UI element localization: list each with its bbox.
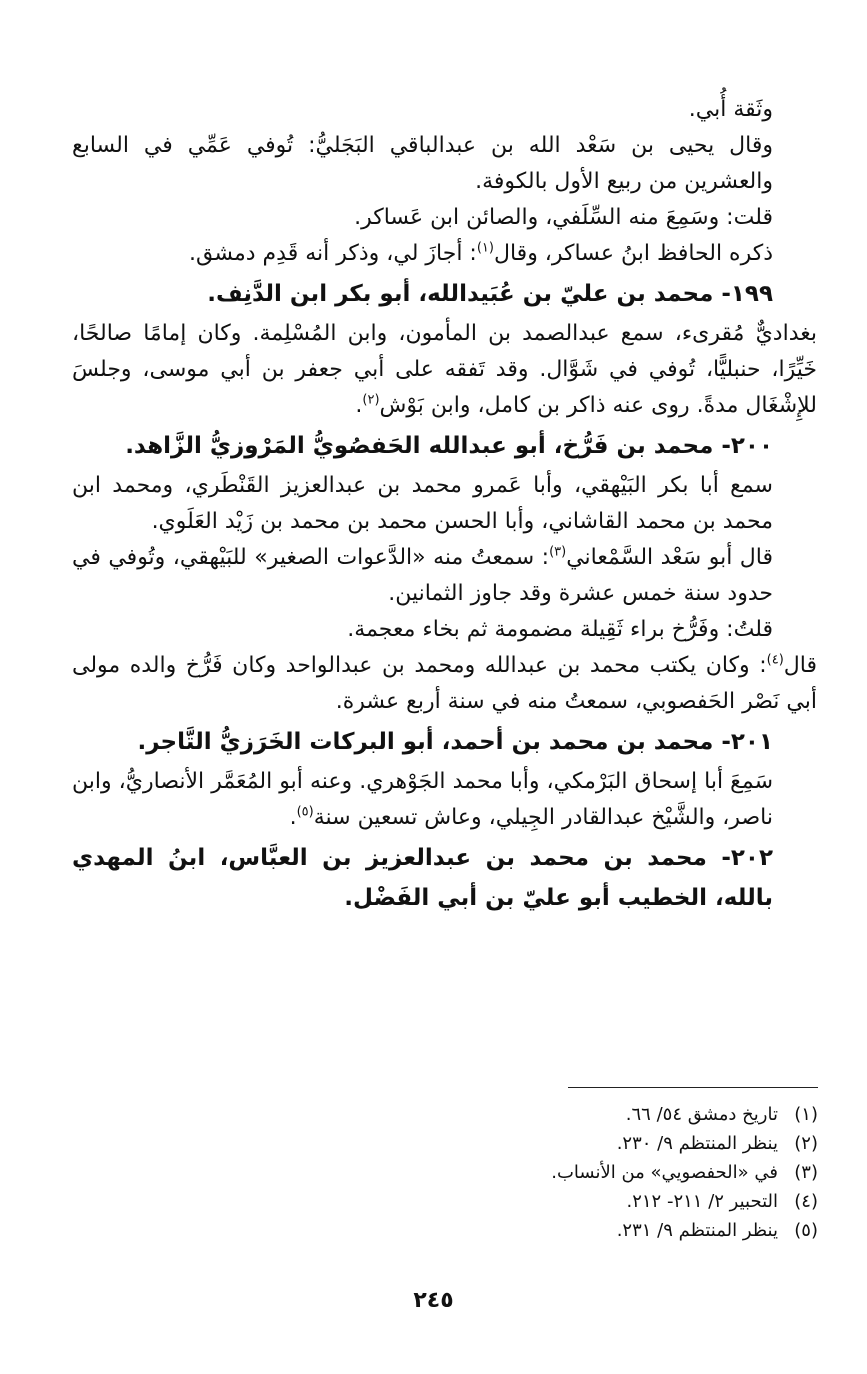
paragraph-text: . <box>289 805 297 830</box>
paragraph: وثَقة أُبي. <box>688 97 773 122</box>
footnote-text: ينظر المنتظم ٩/ ٢٣١. <box>616 1220 778 1241</box>
footnote-text: التحبير ٢/ ٢١١- ٢١٢. <box>626 1191 778 1212</box>
paragraph-text: . <box>355 393 363 418</box>
footnote-text: ينظر المنتظم ٩/ ٢٣٠. <box>616 1133 778 1154</box>
paragraph <box>72 540 817 612</box>
page-body <box>72 92 817 920</box>
footnote-item <box>300 1100 818 1129</box>
footnote-divider <box>568 1087 818 1088</box>
footnote-text: تاريخ دمشق ٥٤/ ٦٦. <box>625 1104 778 1125</box>
paragraph <box>72 236 817 272</box>
paragraph-text: : سمعتُ منه «الدَّعوات الصغير» للبَيْهقي، وتُوفي في حدود سنة خمس عشرة وقد جاوز الثمانين. <box>72 545 773 606</box>
entry-heading-202: ٢٠٢- محمد بن محمد بن عبدالعزيز بن العبَّاس، ابنُ المهدي بالله، الخطيب أبو عليّ بن أبي الفَضْل. <box>72 845 773 911</box>
footnote-ref: (١) <box>476 240 494 256</box>
footnote-item <box>300 1187 818 1216</box>
entry-heading-199: ١٩٩- محمد بن عليّ بن عُبَيدالله، أبو بكر ابن الدَّنِف. <box>207 281 773 307</box>
paragraph: سمع أبا بكر البَيْهقي، وأبا عَمرو محمد بن عبدالعزيز القَنْطَري، ومحمد ابن محمد بن محمد القاشاني، وأبا الحسن محمد بن محمد بن زَيْد العَلَوي. <box>72 473 773 534</box>
paragraph: وقال يحيى بن سَعْد الله بن عبدالباقي البَجَليُّ: تُوفي عَمِّي في السابع والعشرين من ربيع الأول بالكوفة. <box>72 133 773 194</box>
footnote-number: (٤) <box>794 1191 818 1212</box>
paragraph: قلت: وسَمِعَ منه السِّلَفي، والصائن ابن عَساكر. <box>354 205 773 230</box>
footnote-item <box>300 1158 818 1187</box>
footnote-number: (١) <box>794 1104 818 1125</box>
paragraph <box>72 648 817 720</box>
footnotes <box>300 1100 818 1245</box>
entry-heading-201: ٢٠١- محمد بن محمد بن أحمد، أبو البركات الخَرَزيُّ التَّاجر. <box>137 729 773 755</box>
footnote-ref: (٤) <box>766 652 784 668</box>
paragraph: قلتُ: وفَرُّخ براء ثَقِيلة مضمومة ثم بخاء معجمة. <box>347 617 773 642</box>
paragraph-text: : وكان يكتب محمد بن عبدالله ومحمد بن عبدالواحد وكان فَرُّخ والده مولى أبي نَصْر الحَفصوبي، سمعتُ منه في سنة أربع عشرة. <box>72 653 817 714</box>
footnote-number: (٥) <box>794 1220 818 1241</box>
footnote-number: (٢) <box>794 1133 818 1154</box>
footnote-number: (٣) <box>794 1162 818 1183</box>
paragraph-text: بغداديٌّ مُقرىء، سمع عبدالصمد بن المأمون، وابن المُسْلِمة. وكان إمامًا صالحًا، خَيِّرًا، حنبليًّا، تُوفي في شَوَّال. وقد تَفقه على أبي جعفر بن أبي موسى، وجلسَ للإِشْغَال مدةً. روى عنه ذاكر بن كامل، وابن بَوْش <box>72 321 817 418</box>
paragraph-text: ذكره الحافظ ابنُ عساكر، وقال <box>493 241 773 266</box>
paragraph <box>72 764 817 836</box>
paragraph-text: سَمِعَ أبا إسحاق البَرْمكي، وأبا محمد الجَوْهري. وعنه أبو المُعَمَّر الأنصاريُّ، وابن ناصر، والشَّيْخ عبدالقادر الجِيلي، وعاش تسعين سنة <box>72 769 773 830</box>
page-number: ٢٤٥ <box>413 1288 454 1313</box>
paragraph-text: قال أبو سَعْد السَّمْعاني <box>566 545 773 570</box>
paragraph <box>72 316 817 424</box>
footnote-ref: (٢) <box>362 392 380 408</box>
paragraph-text: : أجازَ لي، وذكر أنه قَدِم دمشق. <box>188 241 477 266</box>
entry-heading-200: ٢٠٠- محمد بن فَرُّخ، أبو عبدالله الحَفصُويُّ المَرْوزيُّ الزَّاهد. <box>125 433 773 459</box>
footnote-ref: (٥) <box>296 804 314 820</box>
footnote-text: في «الحفصويي» من الأنساب. <box>551 1162 778 1183</box>
footnote-item <box>300 1216 818 1245</box>
paragraph-text: قال <box>783 653 817 678</box>
footnote-ref: (٣) <box>549 544 567 560</box>
footnote-item <box>300 1129 818 1158</box>
